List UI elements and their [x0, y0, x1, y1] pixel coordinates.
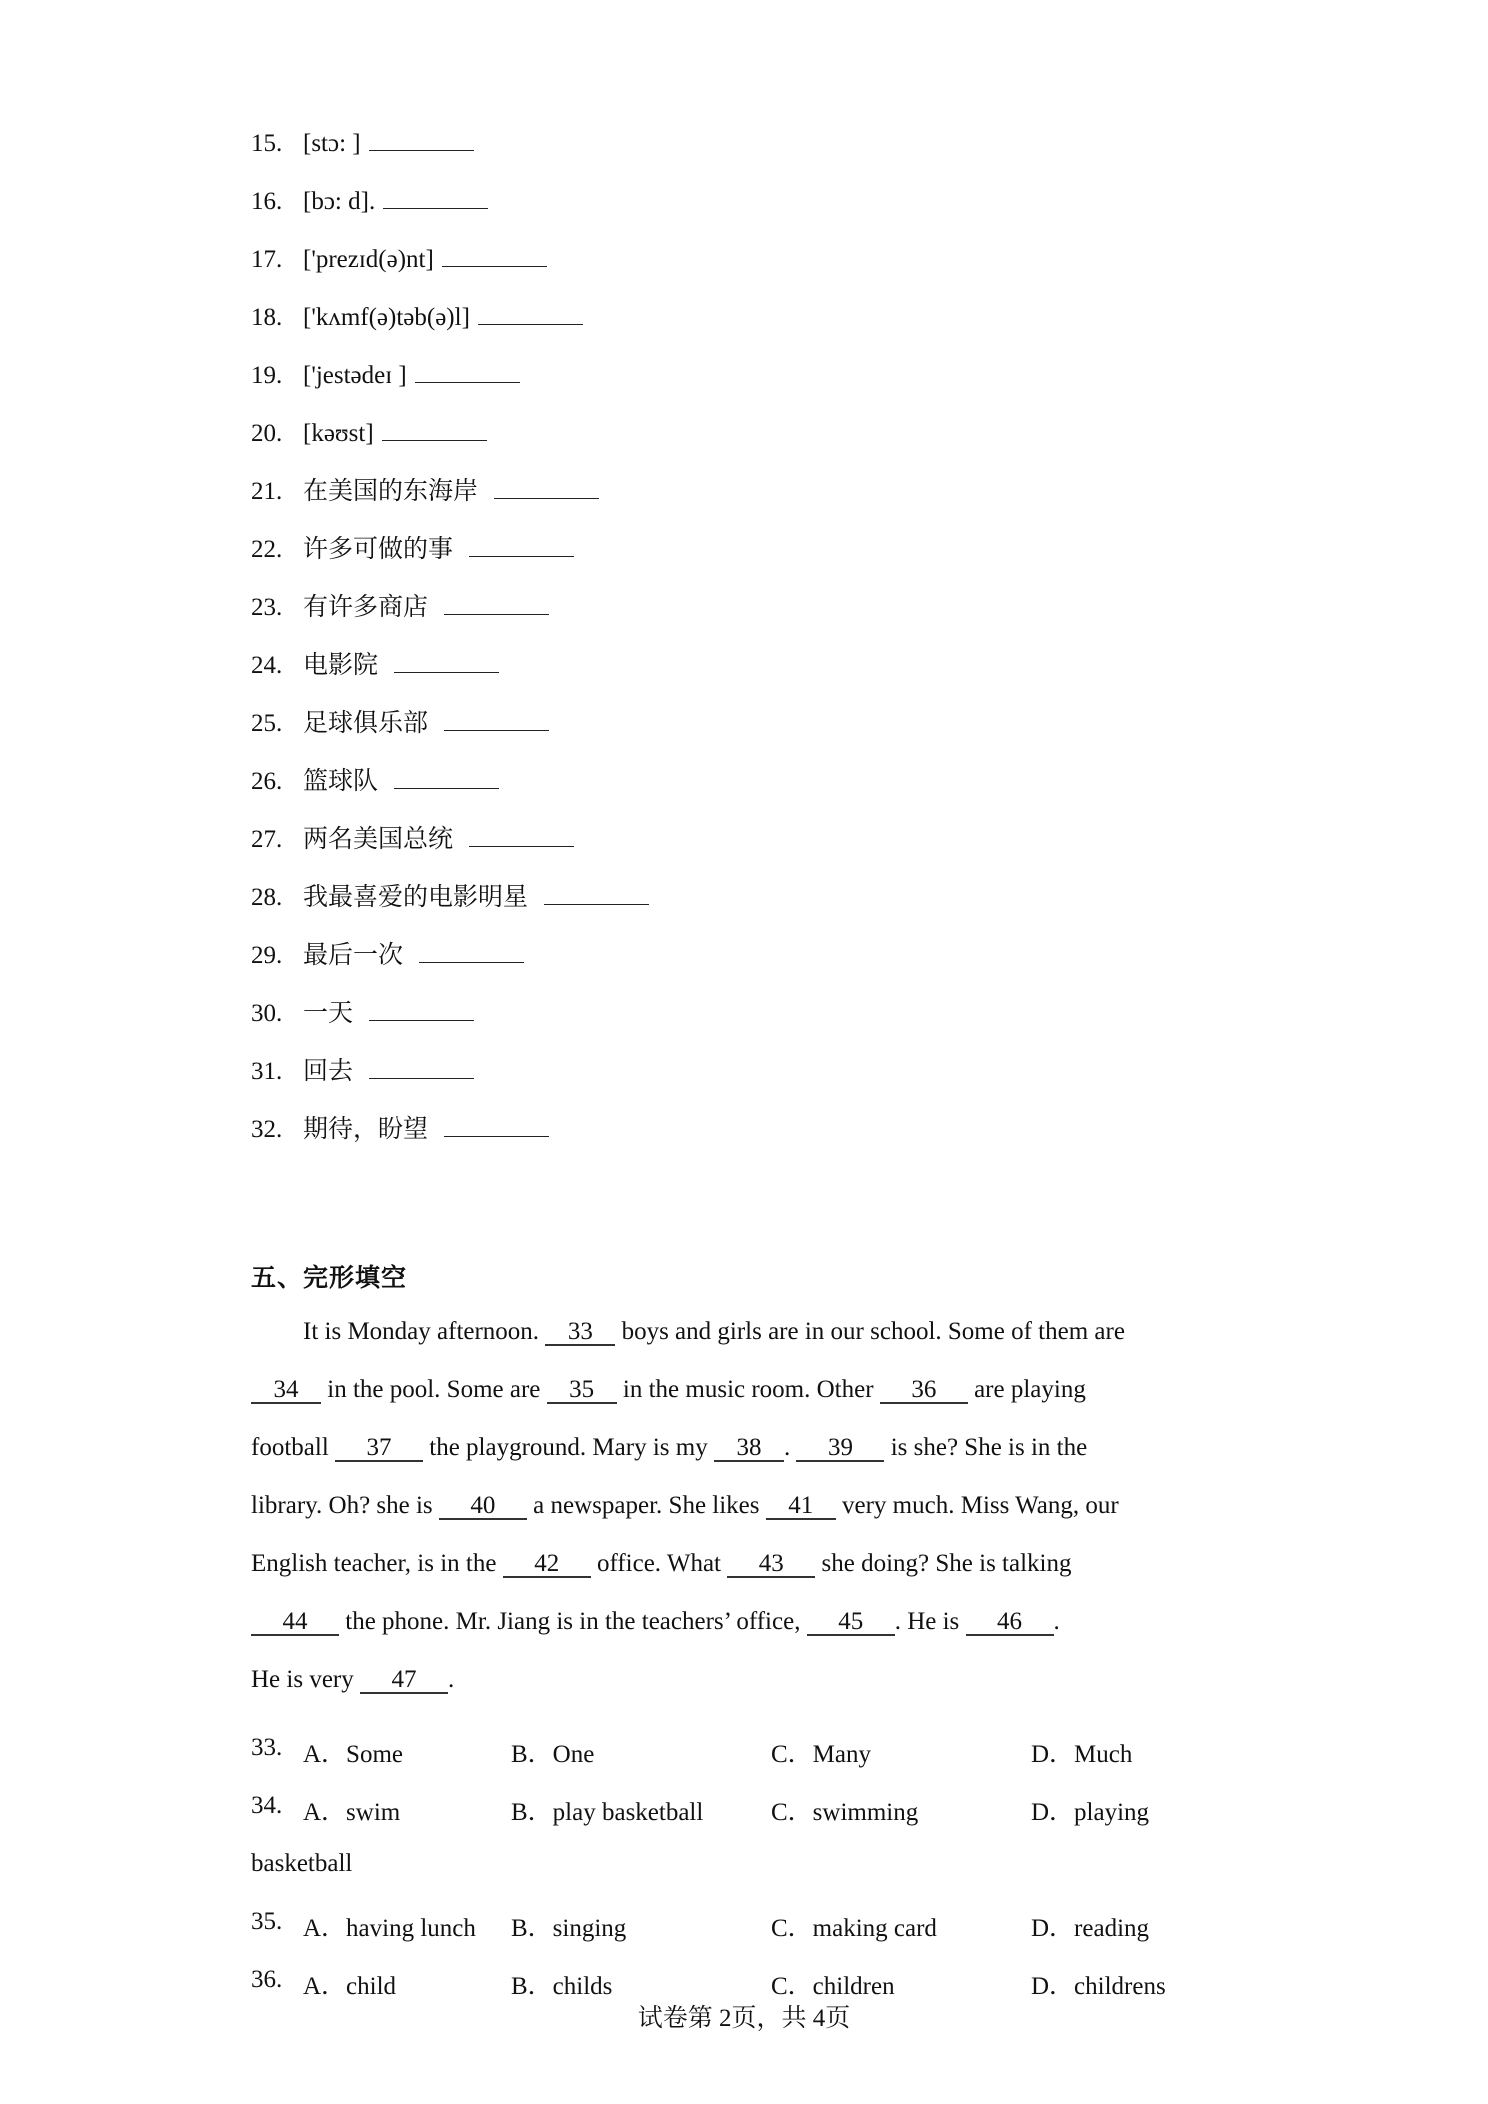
answer-blank[interactable] — [494, 476, 599, 499]
option-c[interactable]: C．Many — [771, 1741, 872, 1768]
vocab-item — [251, 128, 474, 159]
question-number: 34. — [251, 1792, 283, 1819]
cloze-blank-40[interactable]: 40 — [439, 1494, 527, 1520]
answer-blank[interactable] — [394, 766, 499, 789]
cloze-blank-33[interactable]: 33 — [545, 1320, 615, 1346]
vocab-item — [251, 1056, 474, 1087]
passage-text: are playing — [967, 1376, 1086, 1403]
cloze-blank-36[interactable]: 36 — [880, 1378, 968, 1404]
passage-line — [251, 1666, 454, 1694]
item-prompt: 我最喜爱的电影明星 — [303, 884, 529, 911]
item-prompt: [bɔ: d]. — [303, 188, 376, 215]
cloze-blank-37[interactable]: 37 — [335, 1436, 423, 1462]
item-number: 20. — [251, 420, 283, 447]
item-number: 21. — [251, 478, 283, 505]
passage-text: . — [448, 1666, 455, 1693]
passage-line — [251, 1550, 1071, 1578]
section-heading: 五、完形填空 — [251, 1263, 408, 1292]
vocab-item — [251, 824, 574, 855]
passage-line — [303, 1318, 1125, 1346]
passage-line — [251, 1376, 1086, 1404]
passage-text: It is Monday afternoon. — [303, 1318, 546, 1345]
question-number: 33. — [251, 1734, 283, 1761]
item-number: 25. — [251, 710, 283, 737]
cloze-blank-41[interactable]: 41 — [766, 1494, 836, 1520]
option-b[interactable]: B．singing — [511, 1915, 627, 1942]
option-d-continuation: basketball — [251, 1850, 353, 1877]
item-number: 32. — [251, 1116, 283, 1143]
option-a[interactable]: A．child — [303, 1973, 397, 2000]
answer-blank[interactable] — [469, 824, 574, 847]
vocab-item — [251, 650, 499, 681]
item-prompt: 电影院 — [303, 652, 379, 679]
item-prompt: 许多可做的事 — [303, 536, 454, 563]
item-number: 17. — [251, 246, 283, 273]
page-footer: 试卷第 2页，共 4页 — [637, 2005, 851, 2032]
passage-text: is she? She is in the — [884, 1434, 1088, 1461]
item-number: 18. — [251, 304, 283, 331]
answer-blank[interactable] — [442, 244, 547, 267]
item-number: 24. — [251, 652, 283, 679]
item-prompt: 一天 — [303, 1000, 354, 1027]
cloze-blank-34[interactable]: 34 — [251, 1378, 321, 1404]
answer-blank[interactable] — [544, 882, 649, 905]
vocab-item — [251, 360, 520, 391]
answer-blank[interactable] — [478, 302, 583, 325]
vocab-item — [251, 534, 574, 565]
passage-text: English teacher, is in the — [251, 1550, 503, 1577]
option-c[interactable]: C．making card — [771, 1915, 937, 1942]
passage-text: . He is — [894, 1608, 966, 1635]
answer-blank[interactable] — [369, 1056, 474, 1079]
passage-text: a newspaper. She likes — [526, 1492, 766, 1519]
item-prompt: 在美国的东海岸 — [303, 478, 479, 505]
answer-blank[interactable] — [369, 128, 474, 151]
cloze-blank-42[interactable]: 42 — [503, 1552, 591, 1578]
option-c[interactable]: C．swimming — [771, 1799, 919, 1826]
vocab-item — [251, 882, 649, 913]
passage-text: in the music room. Other — [616, 1376, 880, 1403]
option-c[interactable]: C．children — [771, 1973, 895, 2000]
cloze-blank-39[interactable]: 39 — [796, 1436, 884, 1462]
vocab-item — [251, 940, 524, 971]
item-prompt: 最后一次 — [303, 942, 404, 969]
answer-blank[interactable] — [444, 708, 549, 731]
passage-text: boys and girls are in our school. Some of them are — [615, 1318, 1125, 1345]
item-prompt: ['jestədeɪ ] — [303, 362, 407, 389]
vocab-item — [251, 476, 599, 507]
passage-text: library. Oh? she is — [251, 1492, 439, 1519]
answer-blank[interactable] — [415, 360, 520, 383]
item-number: 23. — [251, 594, 283, 621]
passage-line — [251, 1434, 1087, 1462]
vocab-item — [251, 998, 474, 1029]
cloze-blank-35[interactable]: 35 — [547, 1378, 617, 1404]
vocab-item — [251, 1114, 549, 1145]
item-prompt: 篮球队 — [303, 768, 379, 795]
answer-blank[interactable] — [394, 650, 499, 673]
answer-blank[interactable] — [382, 418, 487, 441]
passage-line — [251, 1492, 1119, 1520]
option-d[interactable]: D．reading — [1031, 1915, 1150, 1942]
answer-blank[interactable] — [419, 940, 524, 963]
cloze-blank-45[interactable]: 45 — [807, 1610, 895, 1636]
item-prompt: ['kʌmf(ə)təb(ə)l] — [303, 304, 470, 331]
item-number: 31. — [251, 1058, 283, 1085]
answer-blank[interactable] — [383, 186, 488, 209]
passage-text: the phone. Mr. Jiang is in the teachers’ office, — [339, 1608, 807, 1635]
cloze-blank-43[interactable]: 43 — [727, 1552, 815, 1578]
item-prompt: 足球俱乐部 — [303, 710, 429, 737]
vocab-item — [251, 186, 488, 217]
question-number: 35. — [251, 1908, 283, 1935]
passage-text: very much. Miss Wang, our — [835, 1492, 1119, 1519]
answer-blank[interactable] — [369, 998, 474, 1021]
option-d[interactable]: D．playing — [1031, 1799, 1150, 1826]
option-a[interactable]: A．having lunch — [303, 1915, 476, 1942]
item-number: 30. — [251, 1000, 283, 1027]
passage-text: . — [783, 1434, 797, 1461]
cloze-blank-47[interactable]: 47 — [360, 1668, 448, 1694]
question-number: 36. — [251, 1966, 283, 1993]
vocab-item — [251, 592, 549, 623]
item-prompt: 有许多商店 — [303, 594, 429, 621]
cloze-blank-38[interactable]: 38 — [714, 1436, 784, 1462]
passage-text: she doing? She is talking — [815, 1550, 1072, 1577]
option-a[interactable]: A．Some — [303, 1741, 404, 1768]
option-b[interactable]: B．childs — [511, 1973, 613, 2000]
option-b[interactable]: B．play basketball — [511, 1799, 704, 1826]
option-d[interactable]: D．childrens — [1031, 1973, 1166, 2000]
item-number: 16. — [251, 188, 283, 215]
vocab-item — [251, 766, 499, 797]
item-prompt: ['prezɪd(ə)nt] — [303, 246, 434, 273]
option-d[interactable]: D．Much — [1031, 1741, 1133, 1768]
answer-blank[interactable] — [444, 592, 549, 615]
item-number: 26. — [251, 768, 283, 795]
item-number: 22. — [251, 536, 283, 563]
item-prompt: 两名美国总统 — [303, 826, 454, 853]
cloze-blank-46[interactable]: 46 — [966, 1610, 1054, 1636]
item-number: 28. — [251, 884, 283, 911]
item-number: 29. — [251, 942, 283, 969]
vocab-item — [251, 244, 547, 275]
vocab-item — [251, 418, 487, 449]
option-a[interactable]: A．swim — [303, 1799, 401, 1826]
item-prompt: 期待，盼望 — [303, 1116, 429, 1143]
passage-text: in the pool. Some are — [321, 1376, 547, 1403]
option-b[interactable]: B．One — [511, 1741, 595, 1768]
passage-text: the playground. Mary is my — [423, 1434, 714, 1461]
item-prompt: [stɔ: ] — [303, 130, 361, 157]
answer-blank[interactable] — [469, 534, 574, 557]
answer-blank[interactable] — [444, 1114, 549, 1137]
passage-text: He is very — [251, 1666, 360, 1693]
passage-text: football — [251, 1434, 336, 1461]
passage-text: office. What — [590, 1550, 728, 1577]
passage-line — [251, 1608, 1060, 1636]
item-prompt: 回去 — [303, 1058, 354, 1085]
passage-text: . — [1053, 1608, 1060, 1635]
vocab-item — [251, 302, 583, 333]
item-prompt: [kəʊst] — [303, 420, 374, 447]
vocab-item — [251, 708, 549, 739]
item-number: 19. — [251, 362, 283, 389]
cloze-blank-44[interactable]: 44 — [251, 1610, 339, 1636]
item-number: 15. — [251, 130, 283, 157]
item-number: 27. — [251, 826, 283, 853]
